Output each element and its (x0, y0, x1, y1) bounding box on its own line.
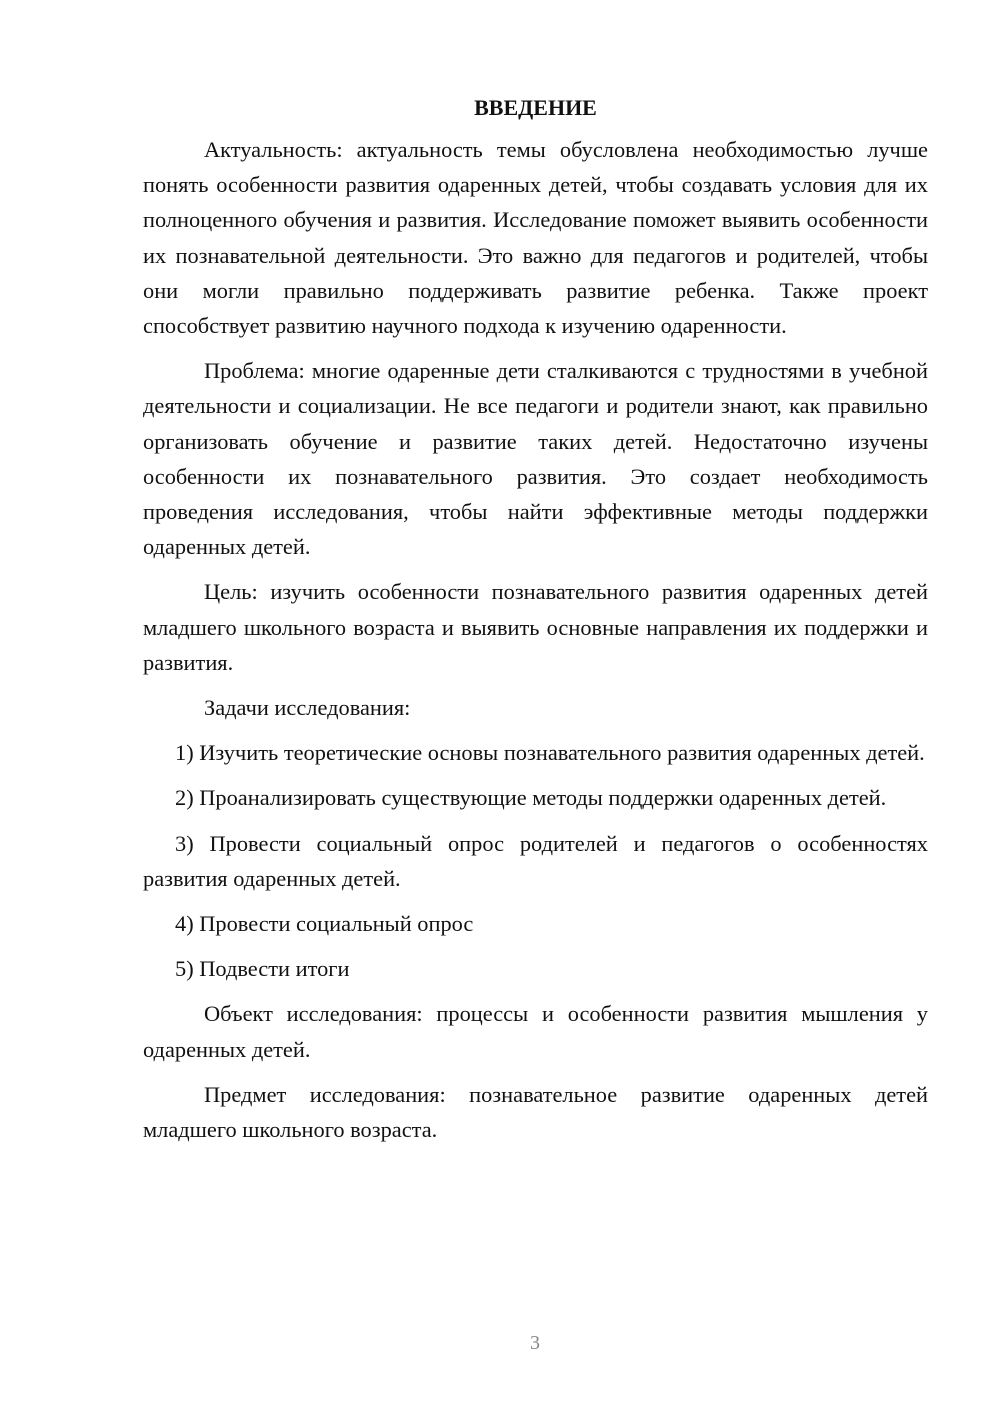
list-item: 2) Проанализировать существующие методы поддержки одаренных детей. (175, 785, 887, 811)
list-item: 4) Провести социальный опрос (175, 911, 474, 937)
tasks-heading: Задачи исследования: (204, 695, 411, 721)
object-paragraph: Объект исследования: процессы и особенности развития мышления у одаренных детей. (143, 1001, 928, 1062)
goal-paragraph: Цель: изучить особенности познавательного развития одаренных детей младшего школьного возраста и выявить основные направления их поддержки и развития. (143, 579, 928, 675)
list-item: 1) Изучить теоретические основы познавательного развития одаренных детей. (175, 740, 925, 766)
subject-paragraph: Предмет исследования: познавательное развитие одаренных детей младшего школьного возраста. (143, 1081, 928, 1143)
page-title: ВВЕДЕНИЕ (474, 95, 597, 120)
relevance-paragraph: Актуальность: актуальность темы обусловлена необходимостью лучше понять особенности развития одаренных детей, чтобы создавать условия для их полноценного обучения и развития. Исследование поможет выявить особенности их познавательной деятельности. Это важно для педагогов и родителей, чтобы они могли правильно поддерживать развитие ребенка. Также проект способствует развитию научного подхода к изучению одаренности. (143, 137, 928, 339)
list-item: 3) Провести социальный опрос родителей и педагогов о особенностях развития одаренных детей. (143, 830, 928, 891)
list-item: 5) Подвести итоги (175, 956, 350, 982)
problem-paragraph: Проблема: многие одаренные дети сталкиваются с трудностями в учебной деятельности и социализации. Не все педагоги и родители знают, как правильно организовать обучение и развитие таких детей. Недостаточно изучены особенности их познавательного развития. Это создает необходимость проведения исследования, чтобы найти эффективные методы поддержки одаренных детей. (143, 358, 928, 560)
document-page (143, 90, 928, 1147)
page-number: 3 (530, 1332, 540, 1354)
